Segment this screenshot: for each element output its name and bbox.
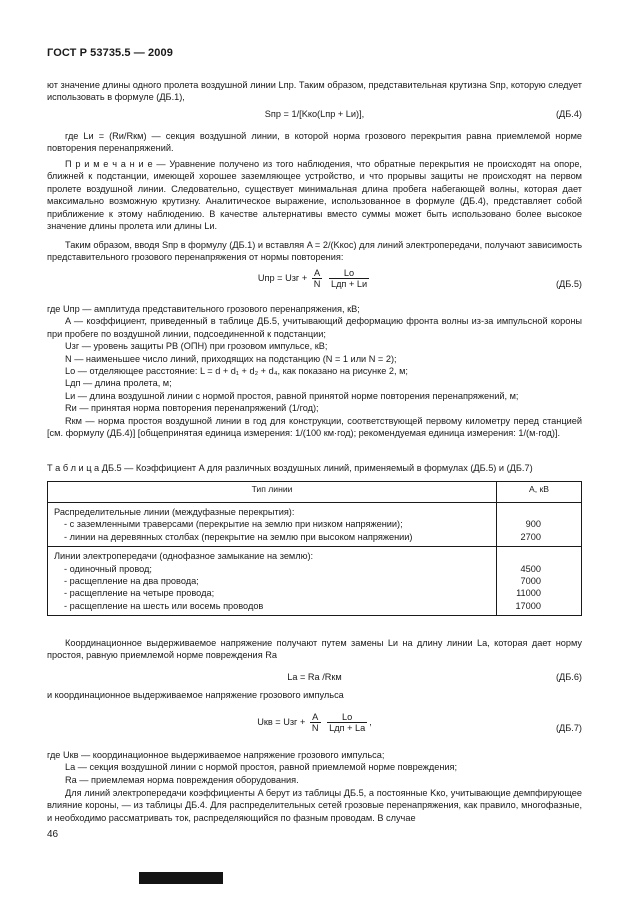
paragraph-definition-li: где Lи = (Rи/Rкм) — секция воздушной линии, в которой норма грозового перекрытия равна приемлемой норме повторения перенапряжений.	[47, 131, 582, 154]
value-cell: 11000	[516, 588, 541, 599]
definition-item: Lдп — длина пролета, м;	[65, 378, 172, 389]
formula-db5-number: (ДБ.5)	[555, 279, 582, 289]
formula-db7-fraction-lo: $\frac{Lо}{\text{Lдп + Lа}}$	[329, 712, 366, 733]
definitions-list-2	[47, 749, 582, 786]
list-item: - одиночный провод;	[64, 563, 152, 574]
paragraph-lightning-impulse: и координационное выдерживаемое напряжение грозового импульса	[47, 690, 344, 700]
formula-db7-fraction-a-n: $\frac{A}{N}$	[311, 712, 319, 733]
definition-item: Rи — принятая норма повторения перенапряжений (1/год);	[65, 403, 319, 414]
formula-db5-fraction-a-n: $\frac{A}{N}$	[313, 268, 321, 289]
definition-item: Rкм — норма простоя воздушной линии в год для конструкции, соответствующей первому километру перед станцией [см. формулу (ДБ.4)] [общепринятая единица измерения: 1/(100 км·год); рекомендуемая единица измерения: 1/(м·год)].	[47, 415, 582, 439]
column-header-line-type: Тип линии	[48, 482, 497, 503]
definition-item: Rа — приемлемая норма повреждения оборудования.	[65, 774, 299, 785]
column-header-a-kv: A, кВ	[497, 482, 582, 503]
paragraph-intro: ют значение длины одного пролета воздушной линии Lпр. Таким образом, представительная крутизна Sпр, которую следует использовать в формуле (ДБ.1),	[47, 80, 582, 103]
page-number: 46	[47, 829, 59, 840]
paragraph-final: Для линий электропередачи коэффициенты A берут из таблицы ДБ.5, а постоянные Kко, учитывающие демпфирующее влияние короны, — из таблицы ДБ.4. Для распределительных сетей грозовые перенапряжения, как правило, многофазные, и необходимо рассматривать ток, распределяющийся по фазным проводам. В случае	[47, 788, 582, 823]
list-item: - с заземленными траверсами (перекрытие на землю при низком напряжении);	[64, 519, 403, 530]
formula-db7-number: (ДБ.7)	[555, 723, 582, 733]
table-row	[48, 547, 582, 616]
formula-db5	[47, 268, 582, 302]
list-item: - расщепление на четыре провода;	[64, 588, 215, 599]
value-cell: 17000	[515, 600, 541, 611]
coefficient-table	[47, 481, 582, 616]
formula-db6-expression: Lа = Rа /Rкм	[287, 672, 342, 682]
value-cell: 4500	[520, 563, 541, 574]
formula-db7-lhs: Uкв = Uзг +	[257, 716, 306, 727]
formula-db7: Uкв = Uзг + $\frac{A}{N}$ $\frac{Lо}{\text{Lдп + Lа}}$ , (ДБ.7)	[257, 712, 582, 733]
definition-item: N — наименьшее число линий, приходящих на подстанцию (N = 1 или N = 2);	[65, 353, 397, 364]
definition-item: Lи — длина воздушной линии с нормой простоя, равной принятой норме повторения перенапряжений, м;	[65, 390, 519, 401]
definition-item: Lо — отделяющее расстояние: L = d + d₁ + d₂ + d₄, как показано на рисунке 2, м;	[65, 366, 408, 377]
table-header-row	[48, 482, 582, 503]
value-cell: 7000	[520, 576, 541, 587]
paragraph-dependency: Таким образом, вводя Sпр в формулу (ДБ.1) и вставляя A = 2/(Kкоc) для линий электропередачи, получают зависимость представительного грозового перенапряжения от нормы повторения:	[47, 240, 582, 263]
value-cell: 2700	[520, 531, 541, 542]
paragraph-coordination: Координационное выдерживаемое напряжение получают путем замены Lи на длину линии Lа, которая дает норму простоя, равную приемлемой норме повреждения Rа	[47, 638, 582, 661]
definitions-list-1	[47, 303, 582, 439]
definition-item: Uзг — уровень защиты РВ (ОПН) при грозовом импульсе, кВ;	[65, 341, 328, 352]
note-text: — Уравнение получено из того наблюдения, что обратные перекрытия не происходят на опоре, ближней к подстанции, имеющей хорошее заземляющее устройство, и что прорывы защиты не происходят на первом пролете воздушной линии. Следовательно, существует минимальная длина пробега набегающей волны, которая дает максимально возможную крутизну. Аналитическое выражение, использованное в формуле (ДБ.4), представляет собой приближение к этому наблюдению. В качестве альтернативы вместо суммы может быть использовано более высокое значение длины пролета или длины Lи.	[47, 159, 582, 232]
formula-db5-fraction-lo: $\frac{Lо}{\text{Lдп + Lи}}$	[330, 268, 368, 289]
formula-db4	[47, 108, 582, 132]
definition-item: где Uпр — амплитуда представительного грозового перенапряжения, кВ;	[47, 304, 360, 314]
redaction-bar	[139, 872, 223, 884]
value-cell: 900	[525, 519, 541, 530]
note-block	[47, 158, 582, 232]
formula-db6-number: (ДБ.6)	[555, 672, 582, 682]
document-header: ГОСТ Р 53735.5 — 2009	[47, 47, 173, 59]
note-label: П р и м е ч а н и е	[65, 159, 153, 169]
list-item: - расщепление на два провода;	[64, 576, 199, 587]
table-row	[48, 503, 582, 547]
definition-item: A — коэффициент, приведенный в таблице ДБ.5, учитывающий деформацию фронта волны из-за импульсной короны при пробеге по воздушной линии, подсоединенной к подстанции;	[47, 316, 582, 339]
group-title: Линии электропередачи (однофазное замыкание на землю):	[54, 551, 314, 562]
definition-item: где Uкв — координационное выдерживаемое напряжение грозового импульса;	[47, 750, 385, 760]
table-caption: Т а б л и ц а ДБ.5 — Коэффициент A для различных воздушных линий, применяемый в формулах (ДБ.5) и (ДБ.7)	[47, 463, 533, 473]
formula-db4-expression: Sпр = 1/[Kко(Lпр + Lи)],	[264, 109, 365, 119]
definition-item: Lа — секция воздушной линии с нормой простоя, равной приемлемой норме повреждения;	[65, 762, 458, 773]
formula-db5-lhs: Uпр = Uзг +	[257, 272, 308, 283]
list-item: - расщепление на шесть или восемь проводов	[64, 600, 264, 611]
formula-db4-number: (ДБ.4)	[555, 109, 582, 119]
list-item: - линии на деревянных столбах (перекрытие на землю при высоком напряжении)	[64, 531, 413, 542]
group-title: Распределительные линии (междуфазные перекрытия):	[54, 507, 295, 517]
